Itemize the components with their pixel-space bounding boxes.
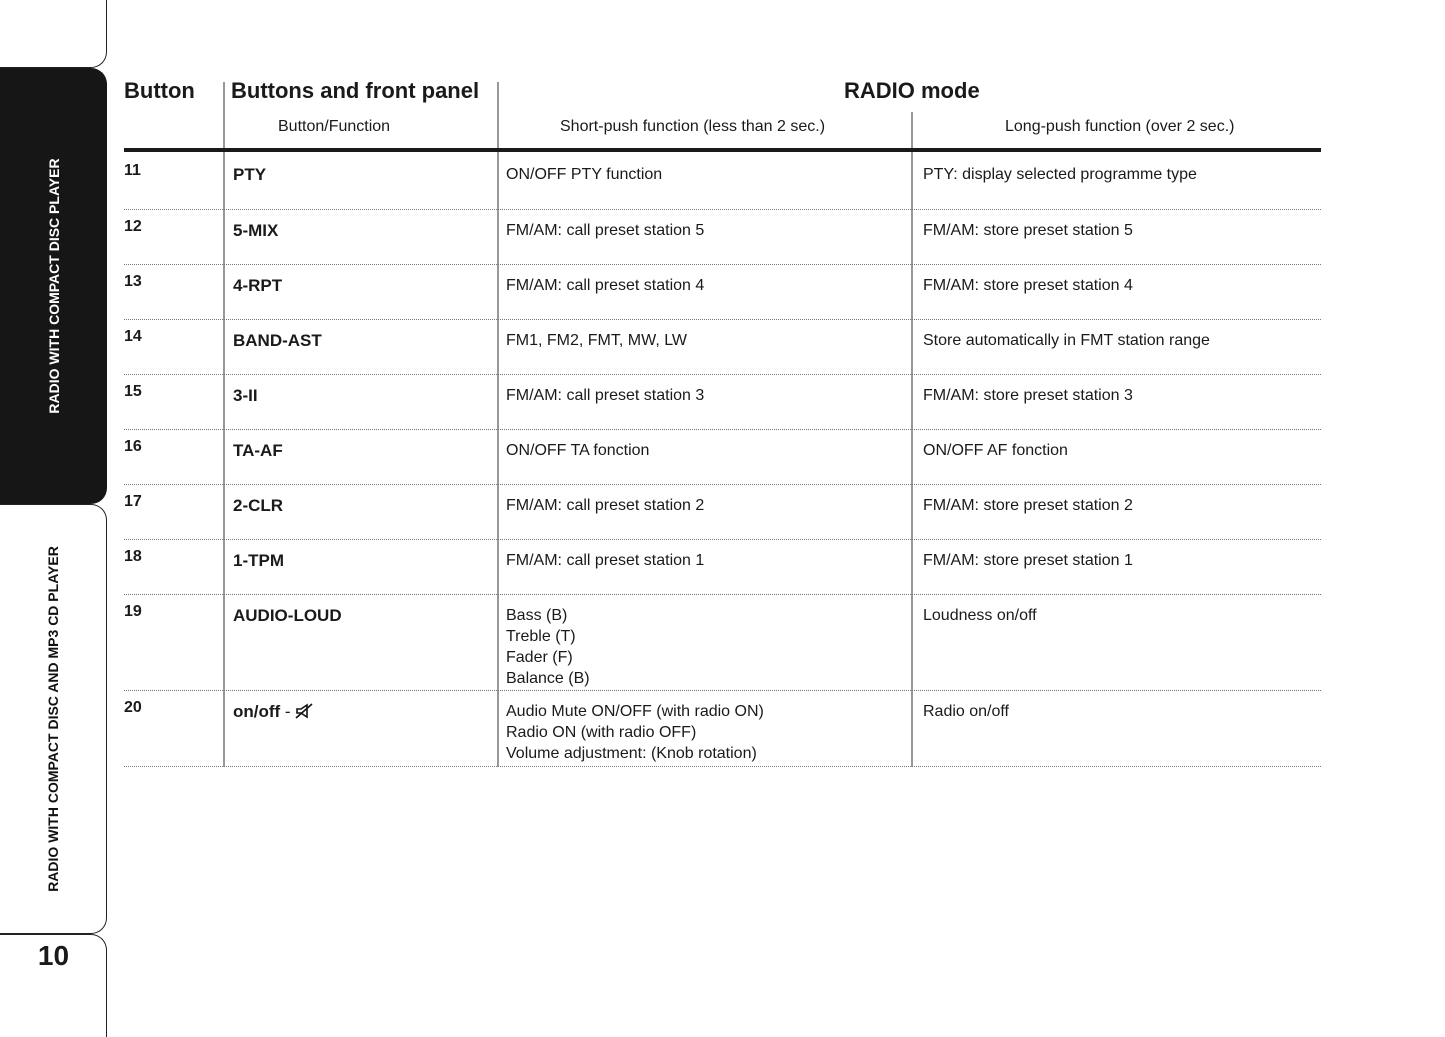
header-button: Button — [124, 78, 195, 103]
table-row — [124, 265, 1321, 320]
table-row — [124, 210, 1321, 265]
button-name: 5-MIX — [233, 221, 279, 240]
button-number: 14 — [124, 328, 142, 345]
short-push-function: FM1, FM2, FMT, MW, LW — [506, 332, 688, 349]
long-push-function: FM/AM: store preset station 5 — [923, 222, 1133, 239]
button-name: PTY — [233, 165, 267, 184]
table-row — [124, 375, 1321, 430]
side-tab-mp3-label: RADIO WITH COMPACT DISC AND MP3 CD PLAYER — [45, 546, 61, 892]
header-front-panel: Buttons and front panel — [231, 78, 480, 103]
table-row — [124, 691, 1321, 767]
short-push-function: FM/AM: call preset station 4 — [506, 277, 705, 294]
table-row — [124, 540, 1321, 595]
header-radio-mode: RADIO mode — [844, 78, 980, 103]
long-push-function: FM/AM: store preset station 1 — [923, 552, 1133, 569]
button-name: TA-AF — [233, 441, 283, 460]
subheader-long-push: Long-push function (over 2 sec.) — [1005, 118, 1235, 135]
button-name: 1-TPM — [233, 551, 284, 570]
short-push-function: FM/AM: call preset station 1 — [506, 552, 705, 569]
button-number: 13 — [124, 273, 142, 290]
table-row — [124, 595, 1321, 691]
table-row — [124, 320, 1321, 375]
long-push-function: FM/AM: store preset station 4 — [923, 277, 1133, 294]
button-name: on/off - — [233, 701, 313, 722]
short-push-function: ON/OFF PTY function — [506, 166, 663, 183]
button-number: 20 — [124, 699, 142, 716]
button-name: AUDIO-LOUD — [233, 606, 342, 625]
button-name: 3-II — [233, 386, 258, 405]
button-number: 17 — [124, 493, 142, 510]
button-number: 12 — [124, 218, 142, 235]
button-number: 15 — [124, 383, 142, 400]
long-push-function: Loudness on/off — [923, 607, 1037, 624]
button-number: 19 — [124, 603, 142, 620]
long-push-function: ON/OFF AF fonction — [923, 442, 1068, 459]
side-tab-active-label: RADIO WITH COMPACT DISC PLAYER — [45, 158, 62, 414]
page-number: 10 — [37, 940, 70, 971]
button-number: 18 — [124, 548, 142, 565]
long-push-function: Store automatically in FMT station range — [923, 332, 1210, 349]
button-name: 2-CLR — [233, 496, 284, 515]
table-row — [124, 152, 1321, 210]
short-push-function: FM/AM: call preset station 2 — [506, 497, 705, 514]
table-row — [124, 485, 1321, 540]
short-push-function: Audio Mute ON/OFF (with radio ON) Radio ON (with radio OFF) Volume adjustment: (Knob rotation) — [506, 703, 764, 762]
side-tab-active[interactable] — [0, 68, 107, 504]
button-name: BAND-AST — [233, 331, 322, 350]
button-number: 16 — [124, 438, 142, 455]
short-push-function: FM/AM: call preset station 3 — [506, 387, 705, 404]
long-push-function: FM/AM: store preset station 2 — [923, 497, 1133, 514]
short-push-function: Bass (B) Treble (T) Fader (F) Balance (B) — [506, 607, 590, 687]
short-push-function: ON/OFF TA fonction — [506, 442, 650, 459]
short-push-function: FM/AM: call preset station 5 — [506, 222, 705, 239]
mute-speaker-icon — [295, 703, 313, 719]
side-tab-top — [0, 0, 107, 68]
button-name: 4-RPT — [233, 276, 283, 295]
side-tab-mp3[interactable] — [0, 504, 107, 934]
long-push-function: PTY: display selected programme type — [923, 166, 1197, 183]
long-push-function: Radio on/off — [923, 703, 1009, 720]
button-number: 11 — [124, 162, 141, 179]
table-row — [124, 430, 1321, 485]
subheader-button-function: Button/Function — [278, 118, 391, 135]
subheader-short-push: Short-push function (less than 2 sec.) — [560, 118, 826, 135]
long-push-function: FM/AM: store preset station 3 — [923, 387, 1133, 404]
